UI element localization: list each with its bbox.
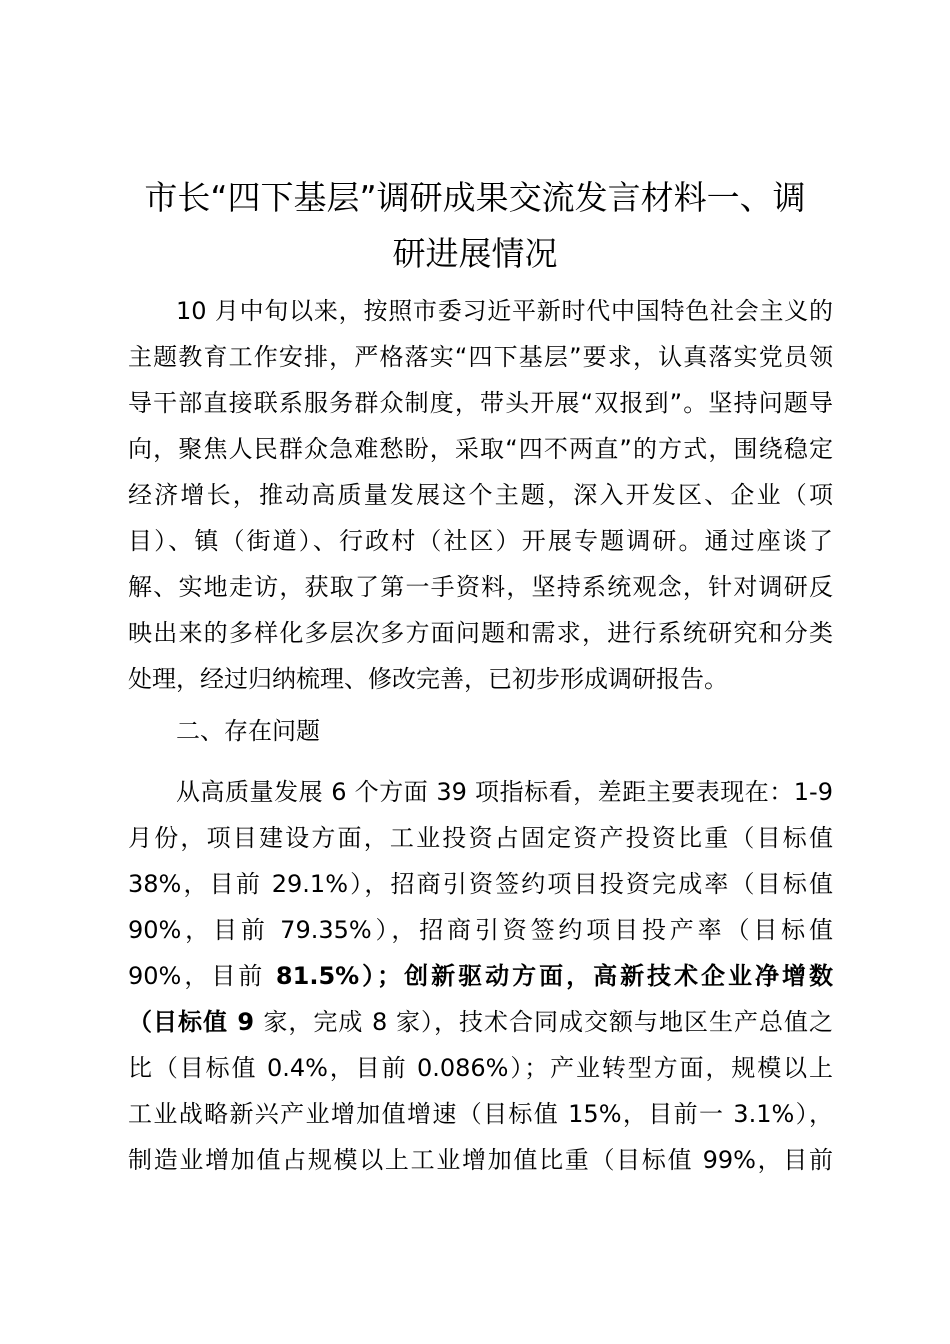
paragraph-line: 月份，项目建设方面，工业投资占固定资产投资比重（目标值 [128,824,833,852]
paragraph-line: 目）、镇（街道）、行政村（社区）开展专题调研。通过座谈了 [128,527,833,555]
paragraph-line: 工业战略新兴产业增加值增速（目标值 15%，目前一 3.1%）， [128,1100,833,1128]
bold-text: （目标值 9 [128,1008,264,1036]
paragraph-line: 从高质量发展 6 个方面 39 项指标看，差距主要表现在：1-9 [176,778,833,806]
paragraph-problems [128,769,833,1183]
document-title [115,170,835,282]
paragraph-line: 映出来的多样化多层次多方面问题和需求，进行系统研究和分类 [128,619,833,647]
paragraph-line: 38%，目前 29.1%），招商引资签约项目投资完成率（目标值 [128,870,833,898]
section-heading-problems: 二、存在问题 [176,717,320,745]
bold-text: 81.5%）；创新驱动方面，高新技术企业净增数 [275,962,833,990]
paragraph-line: 10 月中旬以来，按照市委习近平新时代中国特色社会主义的 [176,297,833,325]
paragraph-line: 经济增长，推动高质量发展这个主题，深入开发区、企业（项 [128,481,833,509]
normal-text: 90%，目前 [128,962,276,990]
paragraph-line: 主题教育工作安排，严格落实“四下基层”要求，认真落实党员领 [128,343,833,371]
title-line-1: 市长“四下基层”调研成果交流发言材料一、调 [144,178,806,217]
paragraph-line: 处理，经过归纳梳理、修改完善，已初步形成调研报告。 [128,665,728,693]
paragraph-line: 导干部直接联系服务群众制度，带头开展“双报到”。坚持问题导 [128,389,833,417]
paragraph-line: 解、实地走访，获取了第一手资料，坚持系统观念，针对调研反 [128,573,833,601]
normal-text: 家，完成 8 家），技术合同成交额与地区生产总值之 [263,1008,833,1036]
paragraph-line: 制造业增加值占规模以上工业增加值比重（目标值 99%，目前 [128,1146,833,1174]
paragraph-line-mixed [128,999,833,1045]
title-line-2: 研进展情况 [392,234,558,273]
paragraph-line: 90%，目前 79.35%），招商引资签约项目投产率（目标值 [128,916,833,944]
paragraph-line: 比（目标值 0.4%，目前 0.086%）；产业转型方面，规模以上 [128,1054,833,1082]
paragraph-line: 向，聚焦人民群众急难愁盼，采取“四不两直”的方式，围绕稳定 [128,435,833,463]
paragraph-progress [128,288,833,702]
paragraph-line-mixed [128,953,833,999]
